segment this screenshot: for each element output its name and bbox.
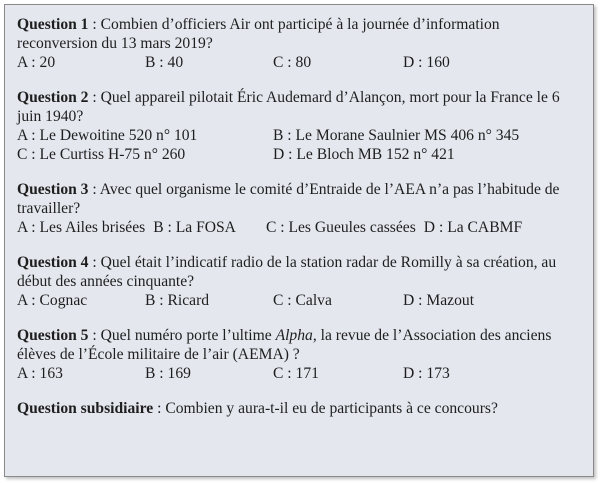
question-3-answers	[17, 218, 581, 237]
question-4-text: Question 4 : Quel était l’indicatif radio de la station radar de Romilly à sa création, au début des années cinquante?	[17, 254, 557, 290]
answer-a: A : 20	[17, 54, 56, 71]
question-1-answers	[17, 53, 581, 72]
answer-a: A : Les Ailes brisées	[17, 219, 146, 236]
answer-d: D : Le Bloch MB 152 n° 421	[273, 146, 455, 163]
answer-c: C : Les Gueules cassées	[265, 219, 416, 236]
question-3-label: Question 3	[17, 181, 89, 198]
quiz-panel	[4, 4, 594, 477]
answer-c: C : Le Curtiss H-75 n° 260	[17, 146, 186, 163]
question-4-label: Question 4	[17, 254, 89, 271]
question-1-label: Question 1	[17, 16, 89, 33]
answer-d: D : La CABMF	[423, 219, 523, 236]
question-1	[17, 15, 581, 72]
question-5-label: Question 5	[17, 327, 89, 344]
answer-a: A : Le Dewoitine 520 n° 101	[17, 127, 198, 144]
answer-a: A : 163	[17, 365, 63, 382]
answer-d: D : Mazout	[403, 292, 475, 309]
answer-b: B : La FOSA	[153, 219, 236, 236]
question-3-text: Question 3 : Avec quel organisme le comité d’Entraide de l’AEA n’a pas l’habitude de travailler?	[17, 181, 560, 217]
question-4-answers	[17, 291, 581, 310]
question-3	[17, 180, 581, 237]
answer-a: A : Cognac	[17, 292, 88, 309]
question-5-text: Question 5 : Quel numéro porte l’ultime Alpha, la revue de l’Association des anciens élèves de l’École militaire de l’air (AEMA) ?	[17, 327, 552, 363]
question-subsidiary-label: Question subsidiaire	[17, 400, 154, 417]
answer-d: D : 173	[403, 365, 450, 382]
answer-c: C : Calva	[273, 292, 332, 309]
question-2-answers	[17, 126, 581, 164]
question-4	[17, 253, 581, 310]
question-2	[17, 88, 581, 164]
magazine-title: Alpha	[275, 327, 313, 344]
question-subsidiary	[17, 399, 581, 418]
question-2-label: Question 2	[17, 89, 89, 106]
answer-b: B : Ricard	[145, 292, 210, 309]
question-5-answers	[17, 364, 581, 383]
question-5	[17, 326, 581, 383]
answer-d: D : 160	[403, 54, 450, 71]
answer-b: B : 40	[145, 54, 184, 71]
answer-b: B : 169	[145, 365, 191, 382]
answer-c: C : 80	[273, 54, 312, 71]
answer-b: B : Le Morane Saulnier MS 406 n° 345	[273, 127, 520, 144]
question-2-text: Question 2 : Quel appareil pilotait Éric Audemard d’Alançon, mort pour la France le 6 juin 1940?	[17, 89, 560, 125]
answer-c: C : 171	[273, 365, 319, 382]
question-subsidiary-text: Question subsidiaire : Combien y aura-t-il eu de participants à ce concours?	[17, 400, 498, 417]
question-1-text: Question 1 : Combien d’officiers Air ont participé à la journée d’information reconversion du 13 mars 2019?	[17, 16, 500, 52]
